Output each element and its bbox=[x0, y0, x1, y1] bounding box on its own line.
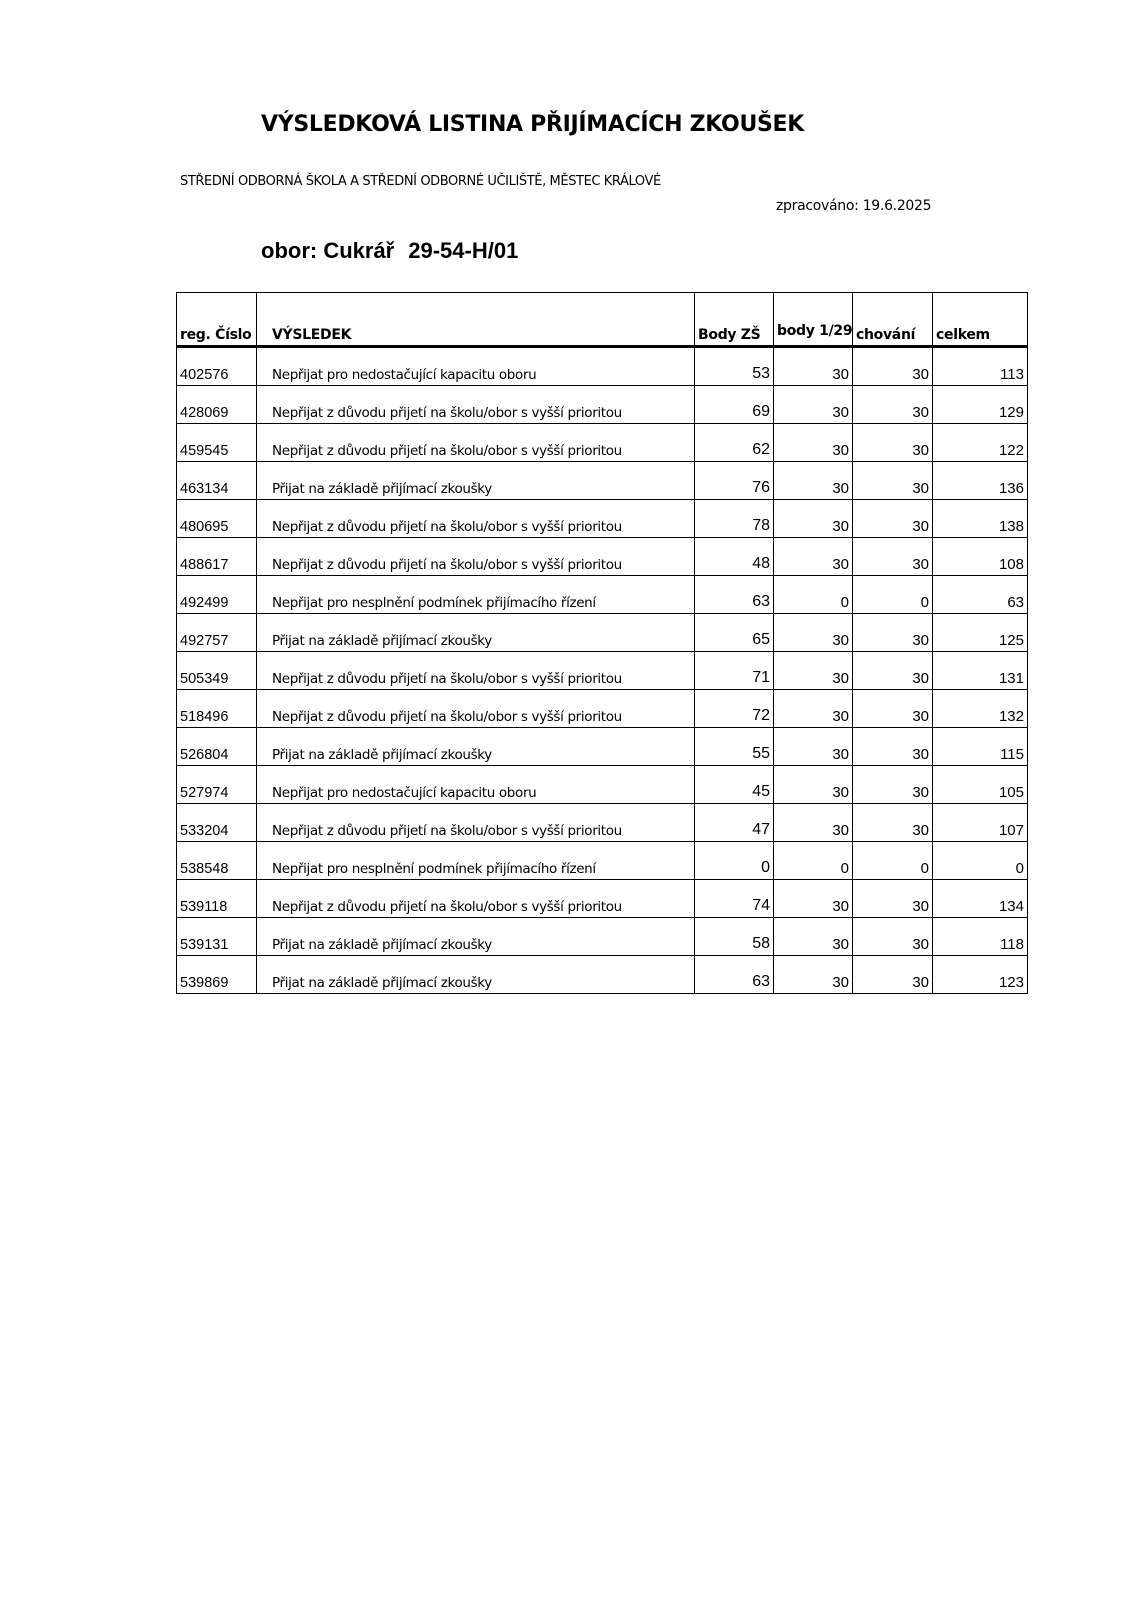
behavior-cell: 30 bbox=[853, 766, 933, 804]
body-half-cell: 30 bbox=[774, 918, 853, 956]
reg-number-cell: 539131 bbox=[177, 918, 257, 956]
results-table bbox=[176, 292, 1028, 994]
body-zs-cell: 63 bbox=[695, 576, 774, 614]
table-row bbox=[177, 538, 1028, 576]
body-zs-cell: 45 bbox=[695, 766, 774, 804]
body-zs-cell: 55 bbox=[695, 728, 774, 766]
total-cell: 0 bbox=[933, 842, 1028, 880]
result-cell: Nepřijat z důvodu přijetí na školu/obor s vyšší prioritou bbox=[257, 652, 695, 690]
table-row bbox=[177, 652, 1028, 690]
table-row bbox=[177, 386, 1028, 424]
result-cell: Nepřijat z důvodu přijetí na školu/obor s vyšší prioritou bbox=[257, 386, 695, 424]
header-row bbox=[177, 293, 1028, 347]
body-half-cell: 0 bbox=[774, 842, 853, 880]
total-cell: 136 bbox=[933, 462, 1028, 500]
result-cell: Přijat na základě přijímací zkoušky bbox=[257, 462, 695, 500]
table-row bbox=[177, 880, 1028, 918]
result-cell: Přijat na základě přijímací zkoušky bbox=[257, 614, 695, 652]
body-half-cell: 30 bbox=[774, 652, 853, 690]
behavior-cell: 30 bbox=[853, 804, 933, 842]
reg-number-cell: 538548 bbox=[177, 842, 257, 880]
body-zs-cell: 63 bbox=[695, 956, 774, 994]
header-reg: reg. Číslo bbox=[177, 293, 257, 347]
body-zs-cell: 69 bbox=[695, 386, 774, 424]
body-half-cell: 30 bbox=[774, 347, 853, 386]
reg-number-cell: 539869 bbox=[177, 956, 257, 994]
behavior-cell: 30 bbox=[853, 424, 933, 462]
total-cell: 131 bbox=[933, 652, 1028, 690]
table-row bbox=[177, 956, 1028, 994]
body-zs-cell: 58 bbox=[695, 918, 774, 956]
result-cell: Nepřijat z důvodu přijetí na školu/obor s vyšší prioritou bbox=[257, 804, 695, 842]
total-cell: 118 bbox=[933, 918, 1028, 956]
document-title: VÝSLEDKOVÁ LISTINA PŘIJÍMACÍCH ZKOUŠEK bbox=[261, 112, 805, 137]
body-half-cell: 30 bbox=[774, 956, 853, 994]
total-cell: 122 bbox=[933, 424, 1028, 462]
result-cell: Přijat na základě přijímací zkoušky bbox=[257, 956, 695, 994]
behavior-cell: 30 bbox=[853, 880, 933, 918]
behavior-cell: 30 bbox=[853, 462, 933, 500]
total-cell: 123 bbox=[933, 956, 1028, 994]
reg-number-cell: 463134 bbox=[177, 462, 257, 500]
body-half-cell: 30 bbox=[774, 500, 853, 538]
header-body-half: body 1/29 bbox=[774, 293, 853, 347]
school-name: STŘEDNÍ ODBORNÁ ŠKOLA A STŘEDNÍ ODBORNÉ UČILIŠTĚ, MĚSTEC KRÁLOVÉ bbox=[180, 174, 661, 189]
total-cell: 108 bbox=[933, 538, 1028, 576]
body-half-cell: 30 bbox=[774, 690, 853, 728]
table-row bbox=[177, 462, 1028, 500]
header-body-zs: Body ZŠ bbox=[695, 293, 774, 347]
behavior-cell: 0 bbox=[853, 842, 933, 880]
total-cell: 63 bbox=[933, 576, 1028, 614]
body-half-cell: 30 bbox=[774, 766, 853, 804]
field-code: 29-54-H/01 bbox=[408, 238, 519, 263]
result-cell: Nepřijat z důvodu přijetí na školu/obor s vyšší prioritou bbox=[257, 690, 695, 728]
table-row bbox=[177, 614, 1028, 652]
body-half-cell: 30 bbox=[774, 614, 853, 652]
body-zs-cell: 71 bbox=[695, 652, 774, 690]
body-half-cell: 0 bbox=[774, 576, 853, 614]
header-result: VÝSLEDEK bbox=[257, 293, 695, 347]
total-cell: 132 bbox=[933, 690, 1028, 728]
header-behavior: chování bbox=[853, 293, 933, 347]
table-row bbox=[177, 918, 1028, 956]
body-zs-cell: 48 bbox=[695, 538, 774, 576]
reg-number-cell: 505349 bbox=[177, 652, 257, 690]
body-zs-cell: 74 bbox=[695, 880, 774, 918]
behavior-cell: 30 bbox=[853, 347, 933, 386]
body-zs-cell: 72 bbox=[695, 690, 774, 728]
behavior-cell: 30 bbox=[853, 500, 933, 538]
total-cell: 134 bbox=[933, 880, 1028, 918]
body-zs-cell: 53 bbox=[695, 347, 774, 386]
reg-number-cell: 492757 bbox=[177, 614, 257, 652]
reg-number-cell: 492499 bbox=[177, 576, 257, 614]
behavior-cell: 30 bbox=[853, 918, 933, 956]
behavior-cell: 0 bbox=[853, 576, 933, 614]
behavior-cell: 30 bbox=[853, 652, 933, 690]
reg-number-cell: 539118 bbox=[177, 880, 257, 918]
body-zs-cell: 62 bbox=[695, 424, 774, 462]
result-cell: Nepřijat z důvodu přijetí na školu/obor s vyšší prioritou bbox=[257, 424, 695, 462]
total-cell: 125 bbox=[933, 614, 1028, 652]
reg-number-cell: 402576 bbox=[177, 347, 257, 386]
result-cell: Nepřijat z důvodu přijetí na školu/obor s vyšší prioritou bbox=[257, 880, 695, 918]
behavior-cell: 30 bbox=[853, 728, 933, 766]
table-row bbox=[177, 690, 1028, 728]
body-half-cell: 30 bbox=[774, 728, 853, 766]
table-row bbox=[177, 347, 1028, 386]
reg-number-cell: 480695 bbox=[177, 500, 257, 538]
reg-number-cell: 488617 bbox=[177, 538, 257, 576]
body-half-cell: 30 bbox=[774, 424, 853, 462]
result-cell: Nepřijat pro nesplnění podmínek přijímacího řízení bbox=[257, 576, 695, 614]
result-cell: Přijat na základě přijímací zkoušky bbox=[257, 918, 695, 956]
body-half-cell: 30 bbox=[774, 538, 853, 576]
body-half-cell: 30 bbox=[774, 386, 853, 424]
table-row bbox=[177, 576, 1028, 614]
result-cell: Přijat na základě přijímací zkoušky bbox=[257, 728, 695, 766]
body-zs-cell: 0 bbox=[695, 842, 774, 880]
total-cell: 105 bbox=[933, 766, 1028, 804]
field-heading bbox=[261, 238, 518, 264]
result-cell: Nepřijat pro nedostačující kapacitu oboru bbox=[257, 766, 695, 804]
table-row bbox=[177, 728, 1028, 766]
reg-number-cell: 526804 bbox=[177, 728, 257, 766]
body-zs-cell: 78 bbox=[695, 500, 774, 538]
total-cell: 138 bbox=[933, 500, 1028, 538]
reg-number-cell: 527974 bbox=[177, 766, 257, 804]
result-cell: Nepřijat pro nesplnění podmínek přijímacího řízení bbox=[257, 842, 695, 880]
body-half-cell: 30 bbox=[774, 462, 853, 500]
table-row bbox=[177, 842, 1028, 880]
table-row bbox=[177, 766, 1028, 804]
table-row bbox=[177, 500, 1028, 538]
header-total: celkem bbox=[933, 293, 1028, 347]
behavior-cell: 30 bbox=[853, 538, 933, 576]
body-zs-cell: 47 bbox=[695, 804, 774, 842]
result-cell: Nepřijat z důvodu přijetí na školu/obor s vyšší prioritou bbox=[257, 500, 695, 538]
result-cell: Nepřijat z důvodu přijetí na školu/obor s vyšší prioritou bbox=[257, 538, 695, 576]
table-row bbox=[177, 804, 1028, 842]
body-zs-cell: 76 bbox=[695, 462, 774, 500]
behavior-cell: 30 bbox=[853, 956, 933, 994]
field-label: obor: Cukrář bbox=[261, 238, 395, 263]
body-half-cell: 30 bbox=[774, 880, 853, 918]
reg-number-cell: 428069 bbox=[177, 386, 257, 424]
total-cell: 129 bbox=[933, 386, 1028, 424]
total-cell: 107 bbox=[933, 804, 1028, 842]
body-zs-cell: 65 bbox=[695, 614, 774, 652]
behavior-cell: 30 bbox=[853, 690, 933, 728]
body-half-cell: 30 bbox=[774, 804, 853, 842]
reg-number-cell: 459545 bbox=[177, 424, 257, 462]
total-cell: 113 bbox=[933, 347, 1028, 386]
processed-date: zpracováno: 19.6.2025 bbox=[776, 198, 932, 214]
reg-number-cell: 518496 bbox=[177, 690, 257, 728]
result-cell: Nepřijat pro nedostačující kapacitu oboru bbox=[257, 347, 695, 386]
behavior-cell: 30 bbox=[853, 386, 933, 424]
table-row bbox=[177, 424, 1028, 462]
reg-number-cell: 533204 bbox=[177, 804, 257, 842]
total-cell: 115 bbox=[933, 728, 1028, 766]
behavior-cell: 30 bbox=[853, 614, 933, 652]
